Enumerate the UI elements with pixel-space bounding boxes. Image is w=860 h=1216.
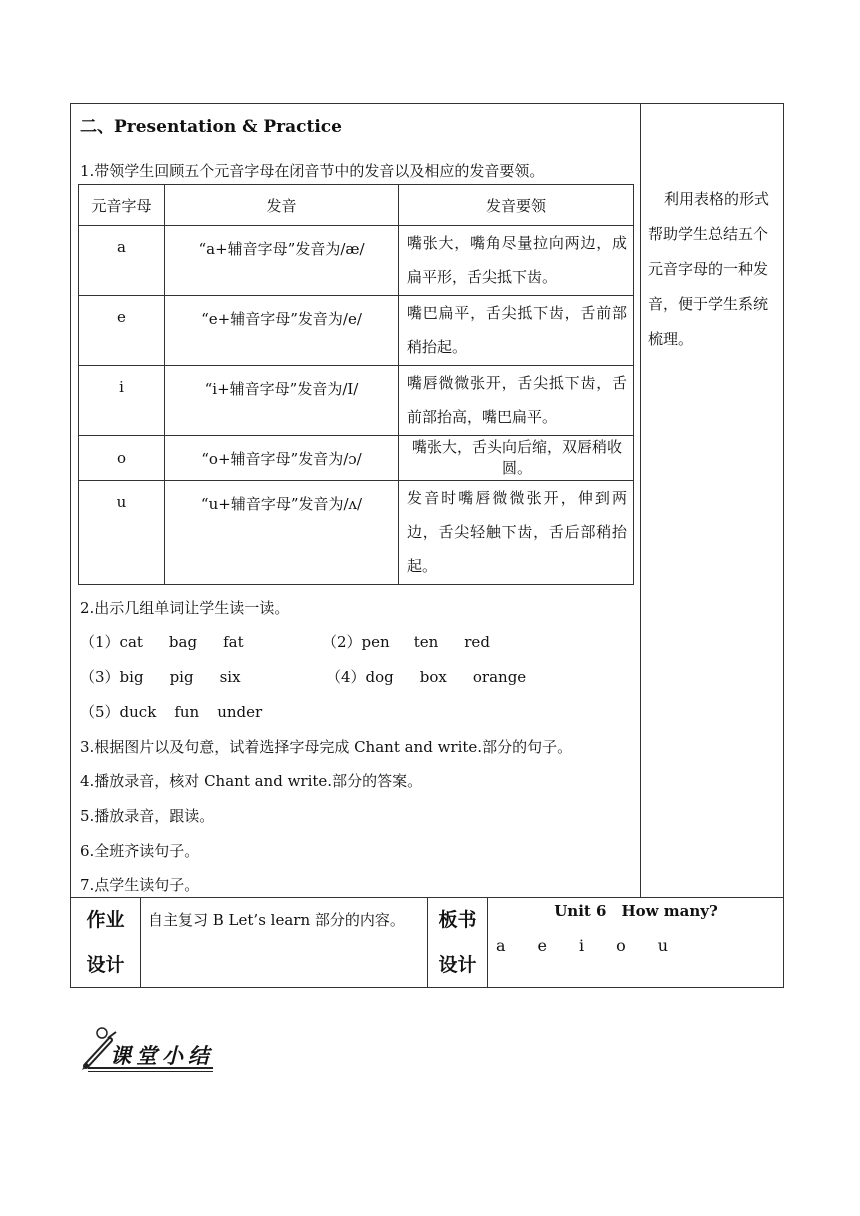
header-tip: 发音要领	[399, 185, 634, 226]
word: red	[464, 633, 490, 651]
vowel-sound: “e+辅音字母”发音为/e/	[201, 310, 362, 328]
summary-underline	[88, 1067, 213, 1069]
header-sound: 发音	[165, 185, 399, 226]
vowel-sound: “u+辅音字母”发音为/ʌ/	[200, 495, 363, 513]
word: under	[217, 703, 263, 721]
word-group-1	[80, 632, 244, 652]
word: box	[419, 668, 447, 686]
vowel-tip: 嘴巴扁平，舌尖抵下齿，舌前部稍抬起。	[399, 296, 634, 366]
section-heading: 二、Presentation & Practice	[80, 117, 342, 137]
vowel-sound: “o+辅音字母”发音为/ɔ/	[201, 449, 362, 468]
word: bag	[168, 633, 198, 651]
vowel-sound: “a+辅音字母”发音为/æ/	[198, 240, 365, 258]
word: six	[219, 668, 241, 686]
board-label-line2: 设计	[438, 954, 477, 976]
vowel-row-u	[79, 481, 634, 585]
group-label: （2）	[322, 633, 362, 651]
step-2: 2.出示几组单词让学生读一读。	[80, 599, 290, 617]
vowel-tip: 嘴张大，舌头向后缩，双唇稍收圆。	[399, 436, 634, 481]
design-note-text: 利用表格的形式帮助学生总结五个元音字母的一种发音，便于学生系统梳理。	[648, 190, 770, 348]
vowel-letter: e	[117, 308, 126, 326]
word: fun	[174, 703, 200, 721]
word-group-5	[80, 702, 262, 722]
word: fat	[223, 633, 244, 651]
homework-label	[71, 898, 140, 988]
word: dog	[365, 668, 394, 686]
vowel-table-header	[79, 185, 634, 226]
step-3: 3.根据图片以及句意，试着选择字母完成 Chant and write.部分的句子。	[80, 738, 573, 756]
step-5: 5.播放录音，跟读。	[80, 807, 215, 825]
group-label: （3）	[80, 668, 120, 686]
homework-label-line2: 设计	[86, 954, 125, 976]
word: big	[119, 668, 144, 686]
board-letters	[496, 936, 668, 956]
vowel-tip: 发音时嘴唇微微张开，伸到两边，舌尖轻触下齿，舌后部稍抬起。	[399, 481, 634, 585]
column-divider	[640, 103, 641, 897]
group-label: （4）	[326, 668, 366, 686]
design-note	[648, 182, 778, 357]
step-1: 1.带领学生回顾五个元音字母在闭音节中的发音以及相应的发音要领。	[80, 162, 545, 180]
vowel-row-i	[79, 366, 634, 436]
summary-title: 课堂小结	[110, 1044, 214, 1068]
vowel-row-e	[79, 296, 634, 366]
word-group-4	[326, 667, 526, 687]
word: duck	[119, 703, 157, 721]
homework-label-line1: 作业	[86, 909, 125, 931]
step-7: 7.点学生读句子。	[80, 876, 200, 894]
board-letter: o	[616, 936, 626, 955]
step-6: 6.全班齐读句子。	[80, 842, 200, 860]
word: pig	[169, 668, 194, 686]
vowel-row-a	[79, 226, 634, 296]
board-label-line1: 板书	[438, 909, 477, 931]
vowel-row-o	[79, 436, 634, 481]
vowel-letter: u	[116, 493, 127, 511]
board-letter: u	[657, 936, 669, 955]
summary-logo	[80, 1024, 220, 1074]
column-divider	[140, 897, 141, 988]
header-letter: 元音字母	[79, 185, 165, 226]
group-label: （1）	[80, 633, 120, 651]
board-label	[428, 898, 487, 988]
vowel-letter: i	[119, 378, 124, 396]
word-group-2	[322, 632, 490, 652]
word-group-3	[80, 667, 241, 687]
homework-content: 自主复习 B Let’s learn 部分的内容。	[148, 911, 405, 929]
group-label: （5）	[80, 703, 120, 721]
vowel-table	[78, 184, 634, 585]
board-letter: e	[537, 936, 548, 955]
word: pen	[361, 633, 390, 651]
vowel-letter: o	[116, 449, 127, 467]
board-title: Unit 6 How many?	[554, 902, 718, 920]
word: orange	[472, 668, 527, 686]
vowel-letter: a	[117, 238, 126, 256]
word: ten	[413, 633, 439, 651]
vowel-sound: “i+辅音字母”发音为/I/	[204, 380, 359, 398]
vowel-tip: 嘴唇微微张开，舌尖抵下齿，舌前部抬高，嘴巴扁平。	[399, 366, 634, 436]
word: cat	[119, 633, 143, 651]
board-letter: a	[496, 936, 506, 955]
step-4: 4.播放录音，核对 Chant and write.部分的答案。	[80, 772, 423, 790]
summary-underline	[88, 1071, 213, 1072]
board-letter: i	[579, 936, 585, 955]
vowel-tip: 嘴张大，嘴角尽量拉向两边，成扁平形，舌尖抵下齿。	[399, 226, 634, 296]
